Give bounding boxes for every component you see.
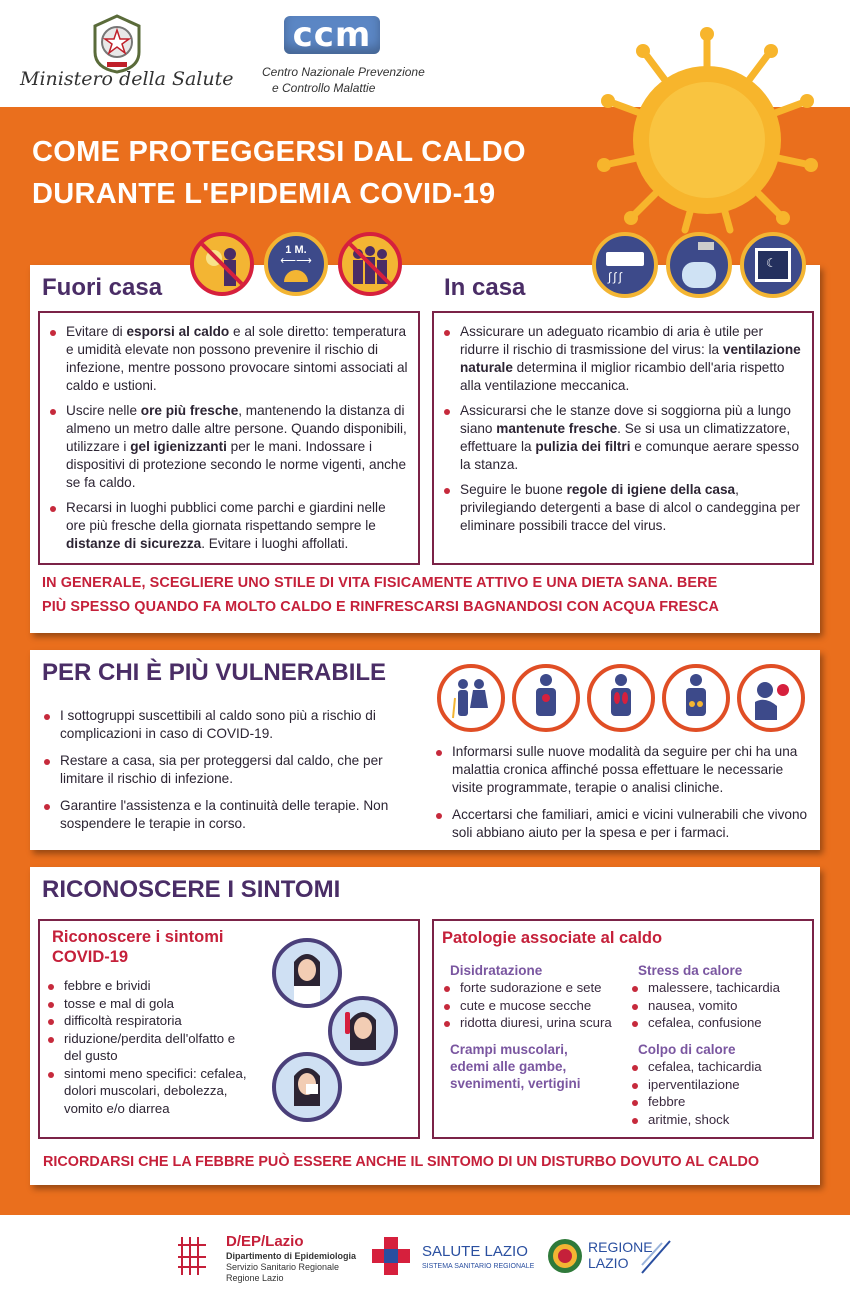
regione-lazio-emblem-icon bbox=[546, 1237, 584, 1275]
heat-stress-title: Stress da calore bbox=[638, 963, 743, 978]
kidney-condition-icon bbox=[662, 664, 730, 732]
general-advice-line-1: IN GENERALE, SCEGLIERE UNO STILE DI VITA FISICAMENTE ATTIVO E UNA DIETA SANA. BERE bbox=[42, 575, 718, 591]
regione-swoosh-icon bbox=[640, 1237, 672, 1277]
vulnerable-right-list bbox=[434, 743, 812, 842]
body-text: Seguire le buone bbox=[460, 482, 567, 497]
dep-lazio-logo-icon bbox=[176, 1235, 216, 1277]
outside-title: Fuori casa bbox=[42, 274, 163, 301]
emphasis-text: mantenute fresche bbox=[496, 421, 618, 436]
poster-title-line-2: DURANTE L'EPIDEMIA COVID-19 bbox=[32, 178, 496, 210]
body-text: Evitare di bbox=[66, 324, 127, 339]
list-item: Garantire l'assistenza e la continuità delle terapie. Non sospendere le terapie in corso. bbox=[42, 797, 402, 833]
list-item: sintomi meno specifici: cefalea, dolori muscolari, debolezza, vomito e/o diarrea bbox=[46, 1065, 256, 1118]
list-item: I sottogruppi suscettibili al caldo sono più a rischio di complicazioni in caso di COVID-19. bbox=[42, 707, 402, 743]
fever-reminder: RICORDARSI CHE LA FEBBRE PUÒ ESSERE ANCHE IL SINTOMO DI UN DISTURBO DOVUTO AL CALDO bbox=[43, 1154, 760, 1170]
heat-pathologies-title: Patologie associate al caldo bbox=[442, 929, 663, 947]
body-text: determina il miglior ricambio dell'aria rispetto alla ventilazione meccanica. bbox=[460, 360, 785, 393]
window-night-icon: ☾ bbox=[740, 232, 806, 298]
list-item bbox=[442, 402, 802, 474]
emphasis-text: ore più fresche bbox=[140, 403, 239, 418]
regione-label-2: LAZIO bbox=[588, 1255, 629, 1271]
lungs-condition-icon bbox=[587, 664, 655, 732]
list-item: cute e mucose secche bbox=[442, 997, 642, 1015]
heat-stroke-list bbox=[630, 1058, 810, 1128]
air-conditioner-icon: ∫∫∫ bbox=[592, 232, 658, 298]
list-item: Accertarsi che familiari, amici e vicini vulnerabili che vivono soli abbiano aiuto per la spesa e per i farmaci. bbox=[434, 806, 812, 842]
emphasis-text: gel igienizzanti bbox=[130, 439, 227, 454]
list-item: Informarsi sulle nuove modalità da seguire per chi ha una malattia cronica affinché possa effettuare le necessarie visite programmate, terapie o analisi cliniche. bbox=[434, 743, 812, 797]
symptoms-title: RICONOSCERE I SINTOMI bbox=[42, 876, 341, 903]
body-text: . Evitare i luoghi affollati. bbox=[201, 536, 349, 551]
emphasis-text: ventilazione naturale bbox=[460, 342, 801, 375]
emphasis-text: regole di igiene della casa bbox=[566, 482, 736, 497]
list-item bbox=[48, 499, 408, 553]
italian-emblem-icon bbox=[87, 12, 147, 74]
body-text: Assicurarsi che le stanze dove si soggiorna più a lungo siano bbox=[460, 403, 791, 436]
salute-lazio-title: SALUTE LAZIO bbox=[422, 1243, 528, 1260]
vulnerable-title: PER CHI È PIÙ VULNERABILE bbox=[42, 659, 387, 686]
sick-woman-icon bbox=[272, 938, 342, 1008]
ccm-line-2: e Controllo Malattie bbox=[272, 81, 376, 95]
no-sun-icon bbox=[190, 232, 254, 296]
list-item: forte sudorazione e sete bbox=[442, 979, 642, 997]
list-item: cefalea, confusione bbox=[630, 1014, 810, 1032]
dep-line-3: Regione Lazio bbox=[226, 1273, 284, 1283]
ccm-logo: ccm bbox=[284, 16, 380, 54]
list-item: tosse e mal di gola bbox=[46, 995, 256, 1013]
vulnerable-left-list bbox=[42, 707, 402, 833]
body-text: , mantenendo la distanza di almeno un metro dalle altre persone. Quando disponibili, utilizzare i bbox=[66, 403, 407, 454]
ccm-line-1: Centro Nazionale Prevenzione bbox=[262, 65, 425, 79]
heat-pathologies-box bbox=[432, 919, 814, 1139]
list-item: iperventilazione bbox=[630, 1076, 810, 1094]
list-item bbox=[442, 323, 802, 395]
list-item bbox=[48, 402, 408, 492]
heat-stress-list bbox=[630, 979, 810, 1032]
dep-title: D/EP/Lazio bbox=[226, 1233, 304, 1250]
body-text: Assicurare un adeguato ricambio di aria è utile per ridurre il rischio di trasmissione del virus: la bbox=[460, 324, 764, 357]
covid-symptoms-title-1: Riconoscere i sintomi bbox=[52, 928, 224, 946]
list-item: nausea, vomito bbox=[630, 997, 810, 1015]
elderly-icon bbox=[437, 664, 505, 732]
distressed-person-icon bbox=[737, 664, 805, 732]
inside-title: In casa bbox=[444, 274, 526, 301]
list-item: aritmie, shock bbox=[630, 1111, 810, 1129]
list-item: cefalea, tachicardia bbox=[630, 1058, 810, 1076]
list-item: difficoltà respiratoria bbox=[46, 1012, 256, 1030]
cramps-title: Crampi muscolari, edemi alle gambe, svenimenti, vertigini bbox=[450, 1042, 581, 1091]
dep-line-2: Servizio Sanitario Regionale bbox=[226, 1262, 340, 1272]
emphasis-text: pulizia dei filtri bbox=[535, 439, 631, 454]
regione-label-1: REGIONE bbox=[588, 1239, 653, 1255]
outside-list bbox=[48, 323, 408, 553]
list-item: ridotta diuresi, urina scura bbox=[442, 1014, 642, 1032]
footer bbox=[0, 1215, 850, 1295]
body-text: e al sole diretto: temperatura e umidità elevate non possono prevenire il rischio di infezione, mentre possono provocare sintomi associati al caldo e ustioni. bbox=[66, 324, 408, 393]
outside-box bbox=[38, 311, 420, 565]
ministry-name: Ministero della Salute bbox=[20, 68, 234, 90]
sun-icon bbox=[585, 18, 830, 238]
body-text: per le mani. Indossare i dispositivi di protezione secondo le norme vigenti, anche se fa caldo. bbox=[66, 439, 407, 490]
dehydration-title: Disidratazione bbox=[450, 963, 543, 978]
body-text: , privilegiando detergenti a base di alcol o candeggina per eliminare possibili tracce del virus. bbox=[460, 482, 801, 533]
emphasis-text: distanze di sicurezza bbox=[66, 536, 202, 551]
heat-stroke-title: Colpo di calore bbox=[638, 1042, 736, 1057]
sneezing-woman-icon bbox=[272, 1052, 342, 1122]
body-text: . Se si usa un climatizzatore, effettuare la bbox=[460, 421, 791, 454]
emphasis-text: esporsi al caldo bbox=[126, 324, 230, 339]
dehydration-list bbox=[442, 979, 642, 1032]
covid-symptoms-list bbox=[46, 977, 256, 1117]
covid-symptoms-title-2: COVID-19 bbox=[52, 948, 129, 966]
heart-condition-icon bbox=[512, 664, 580, 732]
list-item bbox=[442, 481, 802, 535]
inside-box bbox=[432, 311, 814, 565]
distance-icon: 1 M. ⟵⟶ bbox=[264, 232, 328, 296]
salute-lazio-sub: SISTEMA SANITARIO REGIONALE bbox=[422, 1263, 535, 1270]
body-text: Uscire nelle bbox=[66, 403, 141, 418]
list-item: febbre e brividi bbox=[46, 977, 256, 995]
body-text: Recarsi in luoghi pubblici come parchi e giardini nelle ore più fresche della giornata rispettando sempre le bbox=[66, 500, 386, 533]
hand-washing-icon bbox=[666, 232, 732, 298]
body-text: e comunque aerare spesso la stanza. bbox=[460, 439, 800, 472]
thermometer-woman-icon bbox=[328, 996, 398, 1066]
list-item: febbre bbox=[630, 1093, 810, 1111]
poster-title-line-1: COME PROTEGGERSI DAL CALDO bbox=[32, 136, 526, 168]
red-cross-icon bbox=[370, 1235, 412, 1277]
list-item: Restare a casa, sia per proteggersi dal caldo, che per limitare il rischio di infezione. bbox=[42, 752, 402, 788]
list-item: riduzione/perdita dell'olfatto e del gusto bbox=[46, 1030, 256, 1065]
list-item bbox=[48, 323, 408, 395]
list-item: malessere, tachicardia bbox=[630, 979, 810, 997]
inside-list bbox=[442, 323, 802, 535]
dep-line-1: Dipartimento di Epidemiologia bbox=[226, 1251, 357, 1261]
no-crowd-icon bbox=[338, 232, 402, 296]
general-advice-line-2: PIÙ SPESSO QUANDO FA MOLTO CALDO E RINFRESCARSI BAGNANDOSI CON ACQUA FRESCA bbox=[42, 599, 719, 615]
